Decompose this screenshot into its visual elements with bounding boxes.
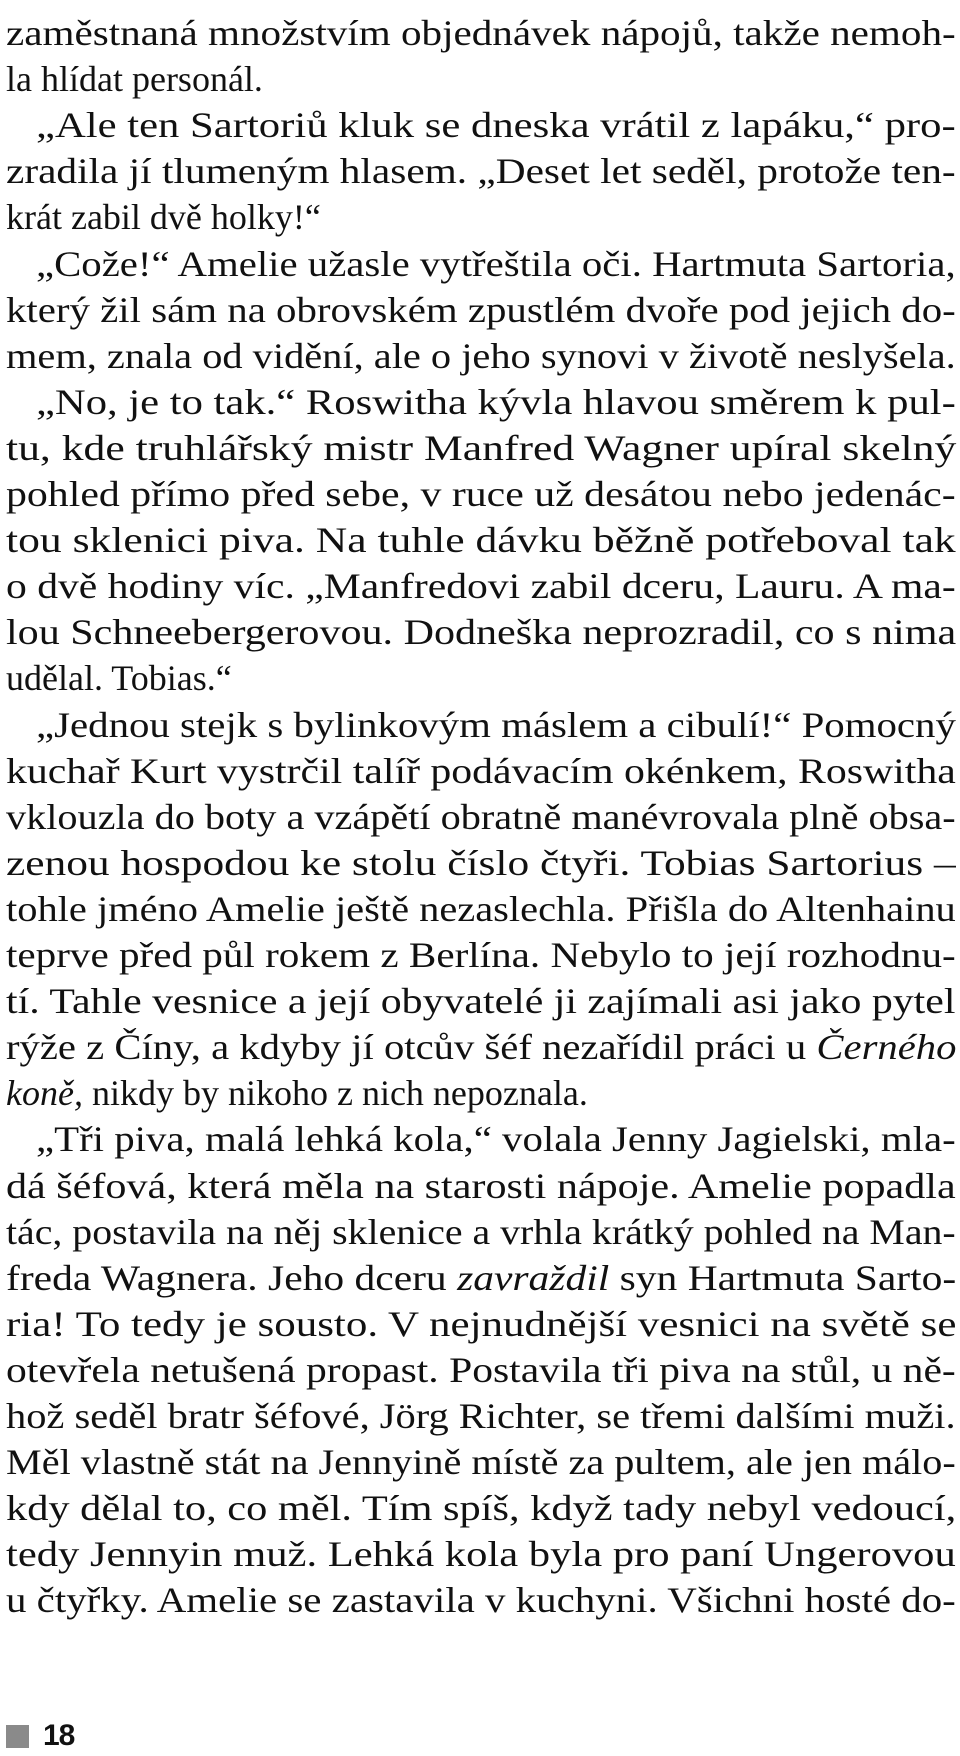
text-segment: „No, je to tak.“ Roswitha kývla hlavou směrem k pul- xyxy=(36,381,956,422)
text-segment: rýže z Číny, a kdyby jí otcův šéf nezařídil práci u xyxy=(6,1027,817,1068)
text-segment: kdy dělal to, co měl. Tím spíš, když tady nebyl vedoucí, xyxy=(6,1488,957,1529)
page-marker-square xyxy=(6,1725,29,1748)
text-segment: syn Hartmuta Sarto- xyxy=(609,1257,957,1298)
italic-text-segment: zavraždil xyxy=(457,1257,610,1298)
text-segment: pohled přímo před sebe, v ruce už desátou nebo jedenác- xyxy=(6,474,956,514)
text-segment: u čtyřky. Amelie se zastavila v kuchyni. Všichni hosté do- xyxy=(6,1580,956,1621)
text-line xyxy=(6,1347,956,1393)
text-segment: „Ale ten Sartoriů kluk se dneska vrátil z lapáku,“ pro- xyxy=(36,105,956,146)
text-line xyxy=(6,1070,588,1116)
text-segment: hož seděl bratr šéfové, Jörg Richter, se třemi dalšími muži. xyxy=(6,1396,956,1436)
text-segment: který žil sám na obrovském zpustlém dvoře pod jejich do- xyxy=(6,289,956,330)
page-number: 18 xyxy=(43,1719,75,1752)
text-line xyxy=(6,10,956,56)
text-line xyxy=(6,1024,956,1070)
text-segment: tedy Jennyin muž. Lehká kola byla pro paní Ungerovou xyxy=(6,1534,956,1575)
text-line xyxy=(6,1531,956,1577)
text-line xyxy=(6,194,321,240)
text-segment: tu, kde truhlářský mistr Manfred Wagner upíral skelný xyxy=(6,427,957,468)
text-line xyxy=(6,794,956,840)
italic-text-segment: koně, xyxy=(6,1073,83,1114)
italic-text-segment: Černého xyxy=(816,1027,957,1068)
text-segment: zradila jí tlumeným hlasem. „Deset let seděl, protože ten- xyxy=(6,151,956,192)
text-line xyxy=(6,1163,956,1209)
text-segment: zaměstnaná množstvím objednávek nápojů, takže nemoh- xyxy=(6,13,956,53)
text-line xyxy=(36,379,956,425)
text-segment: o dvě hodiny víc. „Manfredovi zabil dceru, Lauru. A ma- xyxy=(6,566,956,607)
text-segment: teprve před půl rokem z Berlína. Nebylo to její rozhodnu- xyxy=(6,935,956,975)
text-segment: „Jednou stejk s bylinkovým máslem a cibulí!“ Pomocný xyxy=(36,704,956,745)
text-line xyxy=(6,425,956,471)
text-line xyxy=(6,1393,956,1439)
text-line xyxy=(6,1439,956,1485)
text-segment: la hlídat personál. xyxy=(6,59,263,100)
text-line xyxy=(6,932,956,978)
text-line xyxy=(6,1209,956,1255)
text-line xyxy=(6,563,956,609)
text-segment: otevřela netušená propast. Postavila tři piva na stůl, u ně- xyxy=(6,1349,956,1390)
text-line xyxy=(6,840,956,886)
text-segment: tí. Tahle vesnice a její obyvatelé ji zajímali asi jako pytel xyxy=(6,981,956,1022)
text-line xyxy=(6,333,956,379)
text-segment: freda Wagnera. Jeho dceru xyxy=(6,1257,458,1298)
text-segment: lou Schneebergerovou. Dodneška neprozradil, co s nima xyxy=(6,612,957,653)
text-segment: ria! To tedy je sousto. V nejnudnější vesnici na světě se xyxy=(6,1303,957,1344)
text-segment: vklouzla do boty a vzápětí obratně manévrovala plně obsa- xyxy=(6,796,956,837)
text-segment: mem, znala od vidění, ale o jeho synovi v životě neslyšela. xyxy=(6,335,956,376)
text-segment: nikdy by nikoho z nich nepoznala. xyxy=(82,1073,588,1114)
text-line xyxy=(36,702,956,748)
text-segment: tác, postavila na něj sklenice a vrhla krátký pohled na Man- xyxy=(6,1211,956,1252)
text-line xyxy=(6,471,956,517)
text-line xyxy=(6,886,956,932)
text-segment: tou sklenici piva. Na tuhle dávku běžně potřeboval tak xyxy=(6,520,956,561)
text-segment: krát zabil dvě holky!“ xyxy=(6,197,321,238)
text-line xyxy=(36,1116,956,1162)
text-line xyxy=(6,56,263,102)
text-line xyxy=(6,287,956,333)
text-line xyxy=(6,748,956,794)
text-line xyxy=(6,1255,956,1301)
text-segment: „Cože!“ Amelie užasle vytřeštila oči. Hartmuta Sartoria, xyxy=(36,243,956,284)
text-segment: udělal. Tobias.“ xyxy=(6,658,232,699)
text-segment: Měl vlastně stát na Jennyině místě za pultem, ale jen málo- xyxy=(6,1442,956,1483)
text-line xyxy=(6,517,956,563)
text-line xyxy=(36,102,956,148)
text-segment: tohle jméno Amelie ještě nezaslechla. Přišla do Altenhainu xyxy=(6,888,956,929)
text-line xyxy=(6,1577,956,1623)
text-line xyxy=(6,978,955,1024)
text-line xyxy=(6,609,956,655)
text-line xyxy=(6,655,232,701)
text-segment: kuchař Kurt vystrčil talíř podávacím okénkem, Roswitha xyxy=(6,750,956,791)
book-page xyxy=(6,0,956,1755)
page-footer xyxy=(6,1716,74,1756)
text-line xyxy=(36,241,956,287)
text-segment: zenou hospodou ke stolu číslo čtyři. Tobias Sartorius – xyxy=(6,842,956,883)
text-line xyxy=(6,148,956,194)
text-segment: dá šéfová, která měla na starosti nápoje. Amelie popadla xyxy=(6,1165,956,1206)
text-line xyxy=(6,1301,956,1347)
text-line xyxy=(6,1485,956,1531)
text-segment: „Tři piva, malá lehká kola,“ volala Jenny Jagielski, mla- xyxy=(36,1119,956,1160)
